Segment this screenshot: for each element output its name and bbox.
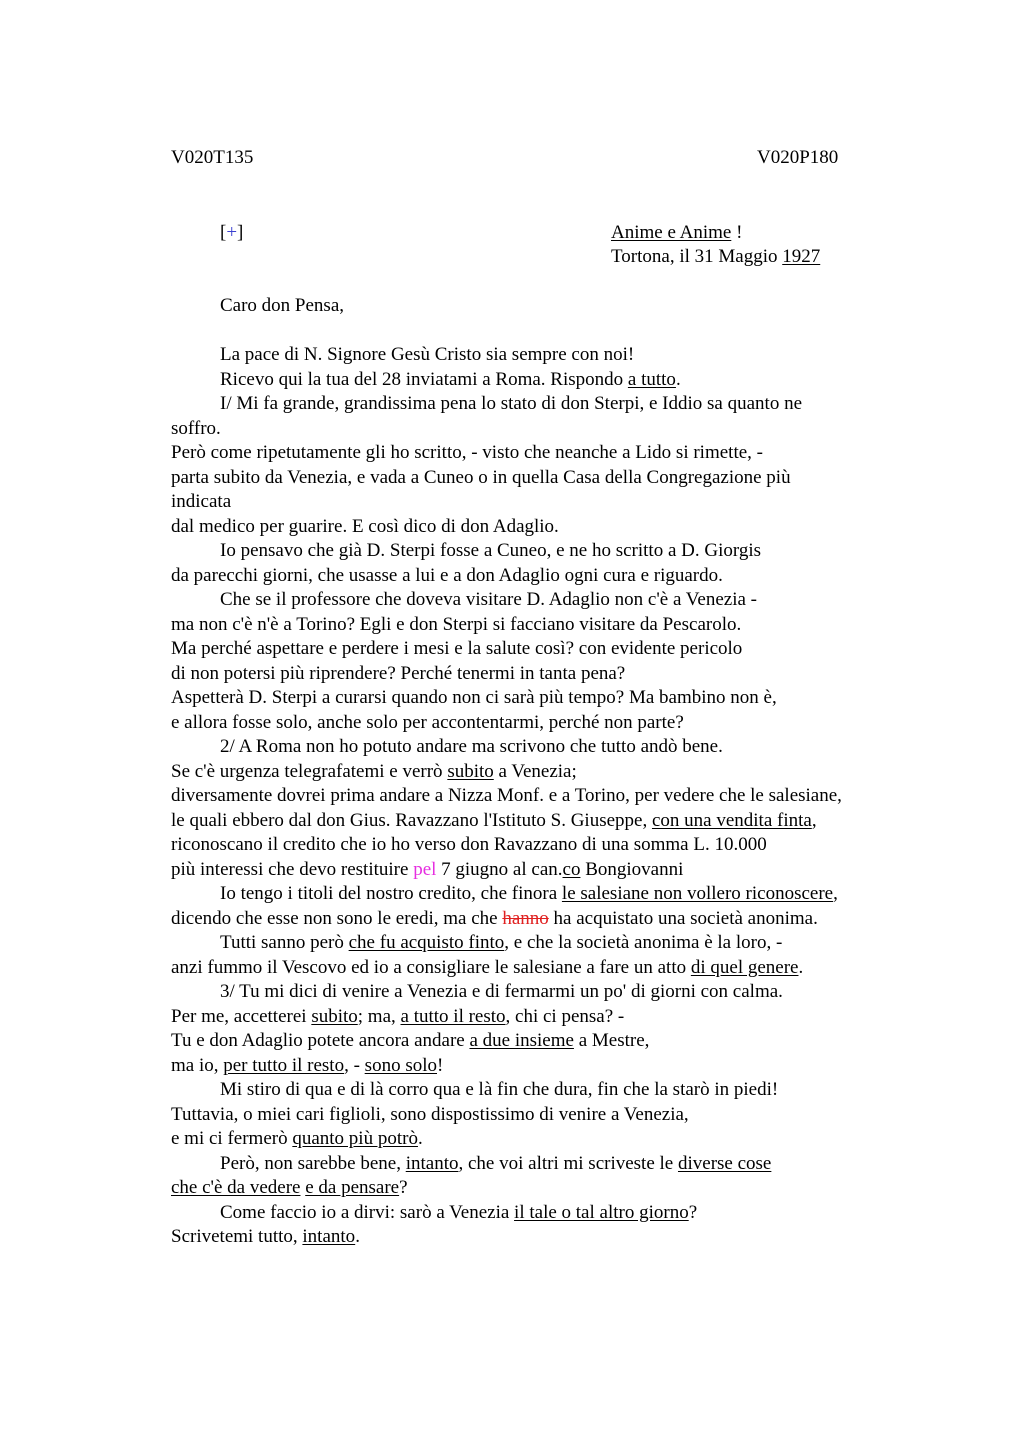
line-text: . [798,956,804,978]
line-text: Io tengo i titoli del nostro credito, che finora [220,883,562,904]
header-left-code: V020T135 [171,147,254,168]
underlined-text: con una vendita finta [651,809,812,831]
text-line [171,735,931,760]
line-text: dicendo che esse non sono le eredi, ma che [171,907,503,929]
text-line [171,1176,931,1201]
line-text: . [355,1226,360,1247]
text-line [171,515,931,540]
line-text: , - [344,1054,365,1076]
line-text: Se c'è urgenza telegrafatemi e verrò [171,760,448,782]
line-text: . [675,368,681,390]
line-text: Ma perché aspettare e perdere i mesi e la salute così? con evidente pericolo [171,638,743,659]
text-line [171,784,931,809]
text-line [171,858,931,883]
text-line [171,711,931,736]
text-line [171,441,931,466]
line-text: da parecchi giorni, che usasse a lui e a don Adaglio ogni cura e riguardo. [171,564,723,586]
title-block [611,221,820,269]
line-text: Tu e don Adaglio potete ancora andare [171,1030,470,1051]
line-text: Tuttavia, o miei cari figlioli, sono dispostissimo di venire a Venezia, [171,1103,689,1125]
underlined-text: subito [311,1005,358,1027]
line-text: Tutti sanno però [220,932,349,953]
underlined-text: che c'è da vedere [171,1177,301,1198]
line-text: a Mestre, [573,1030,650,1051]
text-line [171,1029,931,1054]
text-line [171,466,931,491]
text-line [171,1005,931,1030]
text-line [171,931,931,956]
underlined-text: sono solo [364,1054,437,1076]
line-text: Però, non sarebbe bene, [220,1152,406,1174]
text-line [171,760,931,785]
underlined-text: intanto [405,1152,459,1174]
line-text: Che se il professore che doveva visitare D. Adaglio non c'è a Venezia - [220,589,758,610]
line-text: Ricevo qui la tua del 28 inviatami a Roma. Rispondo [220,368,628,390]
line-text: Per me, accetterei [171,1005,312,1027]
text-line [171,662,931,687]
underlined-text: il tale o tal altro giorno [514,1201,689,1223]
underlined-text: per tutto il resto [223,1054,345,1076]
text-line [171,882,931,907]
line-text: 2/ A Roma non ho potuto andare ma scrivono che tutto andò bene. [220,736,723,757]
line-text: Bongiovanni [580,858,684,880]
text-line [171,1225,931,1250]
text-line [171,980,931,1005]
line-text: le quali ebbero dal don Gius. Ravazzano l'Istituto S. Giuseppe, [171,809,652,831]
text-line [171,490,931,515]
line-text: , che voi altri mi scriveste le [458,1152,678,1174]
line-text: ha acquistato una società anonima. [548,907,818,929]
line-text: I/ Mi fa grande, grandissima pena lo stato di don Sterpi, e Iddio sa quanto ne [220,393,803,414]
dateline-prefix: Tortona, il 31 Maggio [611,246,783,267]
title-underlined: Anime e Anime [611,222,732,243]
text-line [171,613,931,638]
line-text: ma io, [171,1054,224,1076]
greeting: Caro don Pensa, [220,295,345,316]
line-text: 7 giugno al can. [436,858,563,880]
line-text: e mi ci fermerò [171,1128,293,1149]
text-line [171,1103,931,1128]
underlined-text: a tutto il resto [400,1005,506,1027]
underlined-text: subito [447,760,494,782]
line-text: Come faccio io a dirvi: sarò a Venezia [220,1201,515,1223]
line-text: ; ma, [357,1005,401,1027]
line-text: più interessi che devo restituire [171,858,414,880]
text-line [171,907,931,932]
line-text: ma non c'è n'è a Torino? Egli e don Sterpi si facciano visitare da Pescarolo. [171,613,742,635]
line-text: Mi stiro di qua e di là corro qua e là fin che dura, fin che la starò in piedi! [220,1079,779,1100]
underlined-text: e da pensare [305,1177,400,1198]
line-text: riconoscano il credito che io ho verso don Ravazzano di una somma L. 10.000 [171,834,767,855]
line-text: 3/ Tu mi dici di venire a Venezia e di fermarmi un po' di giorni con calma. [220,981,783,1002]
text-line [171,343,931,368]
line-text: diversamente dovrei prima andare a Nizza Monf. e a Torino, per vedere che le salesiane, [171,785,842,806]
line-text: Scrivetemi tutto, [171,1226,303,1247]
text-line [171,833,931,858]
line-text: ? [688,1201,698,1223]
underlined-text: co [562,858,581,880]
text-line [171,686,931,711]
marker-open: [ [220,222,227,243]
text-line [171,809,931,834]
marker-close: ] [237,222,244,243]
underlined-text: le salesiane non vollero riconoscere [561,883,834,904]
text-line [171,564,931,589]
underlined-text: diverse cose [677,1152,772,1174]
header-right-code: V020P180 [757,147,839,168]
line-text: ! [437,1054,444,1076]
text-line [171,539,931,564]
underlined-text: a due insieme [469,1030,574,1051]
underlined-text: che fu acquisto finto [348,932,505,953]
line-text: , [833,883,838,904]
line-text: dal medico per guarire. E così dico di don Adaglio. [171,515,559,537]
letter-body [171,294,931,1250]
underlined-text: quanto più potrò [292,1128,418,1149]
plus-marker [220,221,243,245]
text-line [171,637,931,662]
underlined-text: di quel genere [690,956,799,978]
line-text: e allora fosse solo, anche solo per accontentarmi, perché non parte? [171,711,684,733]
highlighted-word: pel [413,858,437,880]
line-text: ? [399,1177,408,1198]
text-line [171,588,931,613]
title-tail: ! [731,222,743,243]
line-text: Però come ripetutamente gli ho scritto, - visto che neanche a Lido si rimette, - [171,442,763,463]
underlined-text: intanto [302,1226,356,1247]
line-text: , [811,809,817,831]
spacer [171,319,931,344]
line-text: Aspetterà D. Sterpi a curarsi quando non ci sarà più tempo? Ma bambino non è, [171,687,777,708]
plus-icon: + [226,222,238,243]
text-line [171,1127,931,1152]
dateline [611,245,820,269]
text-line [171,417,931,442]
text-line [171,1201,931,1226]
text-line [171,956,931,981]
line-text: di non potersi più riprendere? Perché tenermi in tanta pena? [171,662,626,684]
dateline-year: 1927 [782,246,821,267]
line-text: indicata [171,491,232,512]
text-line [171,1054,931,1079]
text-line [171,368,931,393]
text-line [171,1078,931,1103]
line-text: parta subito da Venezia, e vada a Cuneo o in quella Casa della Congregazione più [171,466,791,488]
struck-word: hanno [502,907,549,929]
line-text: a Venezia; [493,760,577,782]
line-text: Io pensavo che già D. Sterpi fosse a Cuneo, e ne ho scritto a D. Giorgis [220,540,762,561]
line-text: soffro. [171,417,221,439]
line-text: anzi fummo il Vescovo ed io a consigliare le salesiane a fare un atto [171,956,691,978]
line-text: , chi ci pensa? - [505,1005,625,1027]
line-text: , e che la società anonima è la loro, - [504,932,783,953]
text-line [171,1152,931,1177]
underlined-text: a tutto [627,368,676,390]
line-text: . [417,1128,423,1149]
text-line [171,392,931,417]
line-text: La pace di N. Signore Gesù Cristo sia sempre con noi! [220,344,635,365]
title-line [611,221,820,245]
